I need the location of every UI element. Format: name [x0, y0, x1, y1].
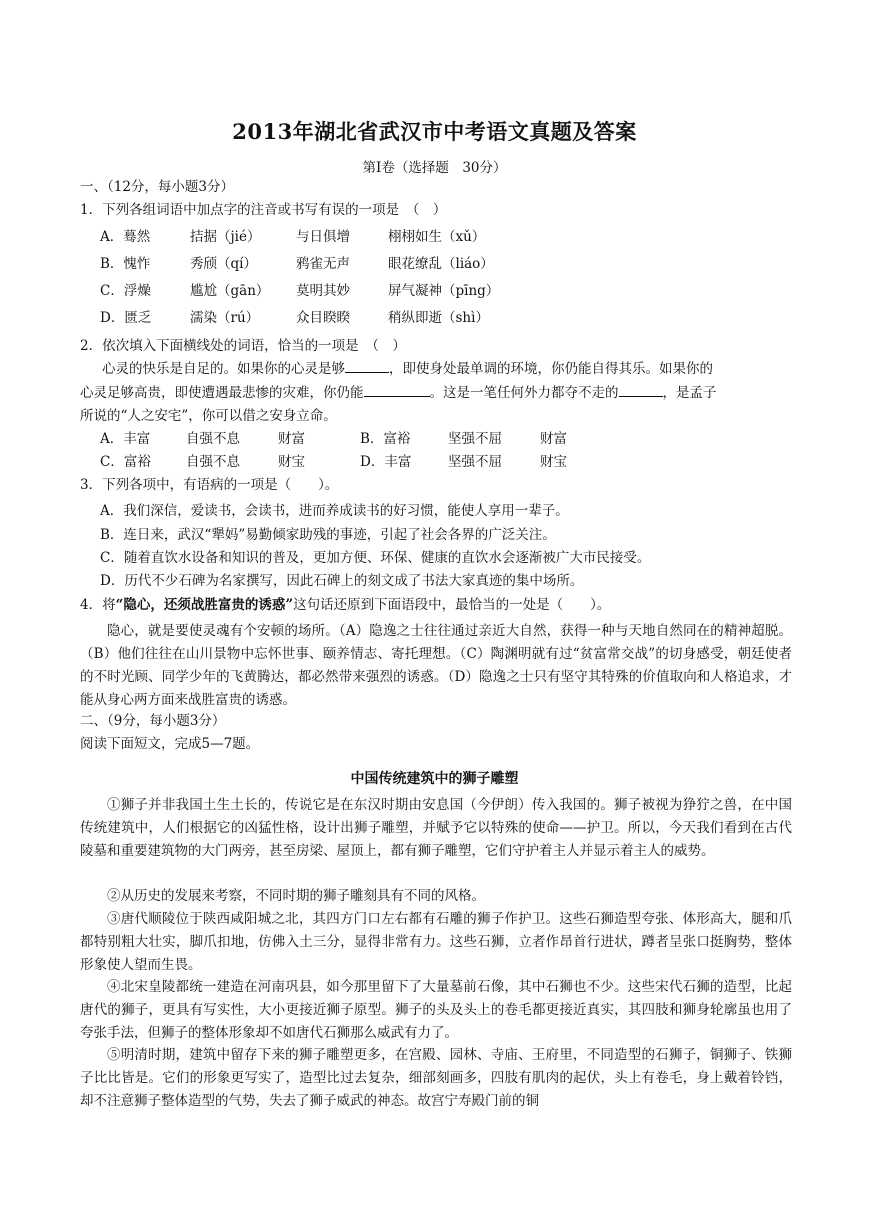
q2-p1b: ，即使身处最单调的环境，你仍能自得其乐。如果你的: [389, 361, 713, 377]
q2-a-1: A．丰富: [100, 431, 151, 447]
q2-a-2: 自强不息: [186, 431, 240, 447]
q1-option-d: [100, 307, 489, 329]
q2-p2a: 心灵足够高贵，即使遭遇最悲惨的灾难，你仍能: [80, 385, 364, 401]
article-paragraph-4: ④北宋皇陵都统一建造在河南巩县，如今那里留下了大量墓前石像，其中石狮也不少。这些宋代石狮的造型，比起唐代的狮子，更具有写实性，大小更接近狮子原型。狮子的头及头上的卷毛都更接近真实，其四肢和狮身轮廓虽也用了夸张手法，但狮子的整体形象却不如唐代石狮那么威武有力了。: [80, 979, 792, 1041]
q1-option-b: [100, 253, 494, 275]
q1-a-3: 与日俱增: [296, 229, 350, 245]
section-2-heading: 二、（9分，每小题3分）: [80, 713, 226, 729]
q1-c-4: 屏气凝神（pīng）: [388, 283, 500, 299]
q1-stem: 1．下列各组词语中加点字的注音或书写有误的一项是 （ ）: [80, 202, 447, 218]
q3-option-a: A．我们深信，爱读书，会读书，进而养成读书的好习惯，能使人享用一辈子。: [100, 503, 569, 519]
q2-b-1: B．富裕: [360, 431, 411, 447]
q2-d-2: 坚强不屈: [448, 454, 502, 470]
q1-d-2: 濡染（rú）: [190, 310, 260, 326]
q2-p1a: 心灵的快乐是自足的。如果你的心灵是够: [102, 361, 345, 377]
q1-a-4: 栩栩如生（xǔ）: [388, 229, 486, 245]
q2-p2c: ，是孟子: [662, 385, 717, 401]
q2-d-3: 财宝: [540, 454, 567, 470]
q3-option-c: C．随着直饮水设备和知识的普及，更加方便、环保、健康的直饮水会逐渐被广大市民接受。: [100, 550, 651, 566]
article-paragraph-2: ②从历史的发展来考察，不同时期的狮子雕刻具有不同的风格。: [107, 888, 485, 904]
q1-d-1: D．匮乏: [100, 310, 152, 326]
q3-option-b: B．连日来，武汉“犟妈”易勤倾家助残的事迹，引起了社会各界的广泛关注。: [100, 527, 556, 543]
q1-c-1: C．浮燥: [100, 283, 151, 299]
q2-blank-1: [345, 358, 389, 373]
q1-option-c: [100, 280, 499, 302]
q1-c-3: 莫明其妙: [296, 283, 350, 299]
q2-b-3: 财富: [540, 431, 567, 447]
q1-a-1: A．蓦然: [100, 229, 151, 245]
article-paragraph-5: ⑤明清时期，建筑中留存下来的狮子雕塑更多，在宫殿、园林、寺庙、王府里，不同造型的石狮子，铜狮子、铁狮子比比皆是。它们的形象更写实了，造型比过去复杂，细部刻画多，四肢有肌肉的起伏，头上有卷毛，身上戴着铃铛，却不注意狮子整体造型的气势，失去了狮子威武的神态。故宫宁寿殿门前的铜: [80, 1047, 792, 1109]
q2-c-2: 自强不息: [186, 454, 240, 470]
q4-passage: 隐心，就是要使灵魂有个安顿的场所。（A）隐逸之士往往通过亲近大自然，获得一种与天地自然同在的精神超脱。（B）他们往往在山川景物中忘怀世事、颐养情志、寄托理想。（C）陶渊明就有过“贫富常交战”的切身感受，朝廷使者的不时光顾、同学少年的飞黄腾达，都必然带来强烈的诱惑。（D）隐逸之士只有坚守其特殊的价值取向和人格追求，才能从身心两方面来战胜富贵的诱惑。: [80, 623, 792, 708]
q4-stem: [80, 594, 610, 616]
q1-a-2: 拮据（jié）: [190, 229, 261, 245]
q2-blank-2: [364, 382, 430, 397]
q4-stem-prefix: 4．将: [80, 597, 116, 613]
article-title: 中国传统建筑中的狮子雕塑: [350, 771, 519, 787]
reading-instruction: 阅读下面短文，完成5—7题。: [80, 736, 260, 752]
q3-stem: 3．下列各项中，有语病的一项是（ ）。: [80, 477, 339, 493]
q2-stem: 2．依次填入下面横线处的词语，恰当的一项是 （ ）: [80, 338, 406, 354]
q4-quote: “隐心，还须战胜富贵的诱惑”: [115, 597, 294, 613]
q2-d-1: D．丰富: [360, 454, 412, 470]
page-subtitle: 第Ⅰ卷（选择题 30分）: [362, 160, 507, 176]
q2-passage-line-2: [80, 382, 717, 404]
q1-b-1: B．愧怍: [100, 256, 151, 272]
q1-option-a: [100, 226, 485, 248]
q2-p2b: 。这是一笔任何外力都夺不走的: [429, 385, 619, 401]
q3-option-d: D．历代不少石碑为名家撰写，因此石碑上的刻文成了书法大家真迹的集中场所。: [100, 573, 584, 589]
q2-passage-line-1: [102, 358, 713, 380]
q2-passage-line-3: 所说的“人之安宅”，你可以借之安身立命。: [80, 408, 337, 424]
q2-options-row-2: [100, 451, 567, 473]
q2-c-1: C．富裕: [100, 454, 151, 470]
q1-d-4: 稍纵即逝（shì）: [388, 310, 489, 326]
section-1-heading: 一、（12分，每小题3分）: [80, 179, 235, 195]
q4-stem-suffix: 这句话还原到下面语段中，最恰当的一处是（ ）。: [293, 597, 611, 613]
article-paragraph-1: ①狮子并非我国土生土长的，传说它是在东汉时期由安息国（今伊朗）传入我国的。狮子被视为狰狞之兽，在中国传统建筑中，人们根据它的凶猛性格，设计出狮子雕塑，并赋予它以特殊的使命——护卫。所以，今天我们看到在古代陵墓和重要建筑物的大门两旁，甚至房梁、屋顶上，都有狮子雕塑，它们守护着主人并显示着主人的威势。: [80, 797, 792, 859]
q1-b-3: 鸦雀无声: [296, 256, 350, 272]
q2-blank-3: [619, 382, 663, 397]
q2-b-2: 坚强不屈: [448, 431, 502, 447]
q1-b-2: 秀颀（qí）: [190, 256, 257, 272]
q2-a-3: 财富: [278, 431, 305, 447]
page-title: 2013年湖北省武汉市中考语文真题及答案: [232, 119, 637, 144]
q2-c-3: 财宝: [278, 454, 305, 470]
article-paragraph-3: ③唐代顺陵位于陕西咸阳城之北，其四方门口左右都有石雕的狮子作护卫。这些石狮造型夸张、体形高大，腿和爪都特别粗大壮实，脚爪扣地，仿佛入土三分，显得非常有力。这些石狮，立者作昂首行进状，蹲者呈张口挺胸势，整体形象使人望而生畏。: [80, 911, 792, 973]
q2-options-row-1: [100, 428, 567, 450]
q1-d-3: 众目睽睽: [296, 310, 350, 326]
q1-b-4: 眼花缭乱（liáo）: [388, 256, 494, 272]
q1-c-2: 尴尬（gān）: [190, 283, 270, 299]
